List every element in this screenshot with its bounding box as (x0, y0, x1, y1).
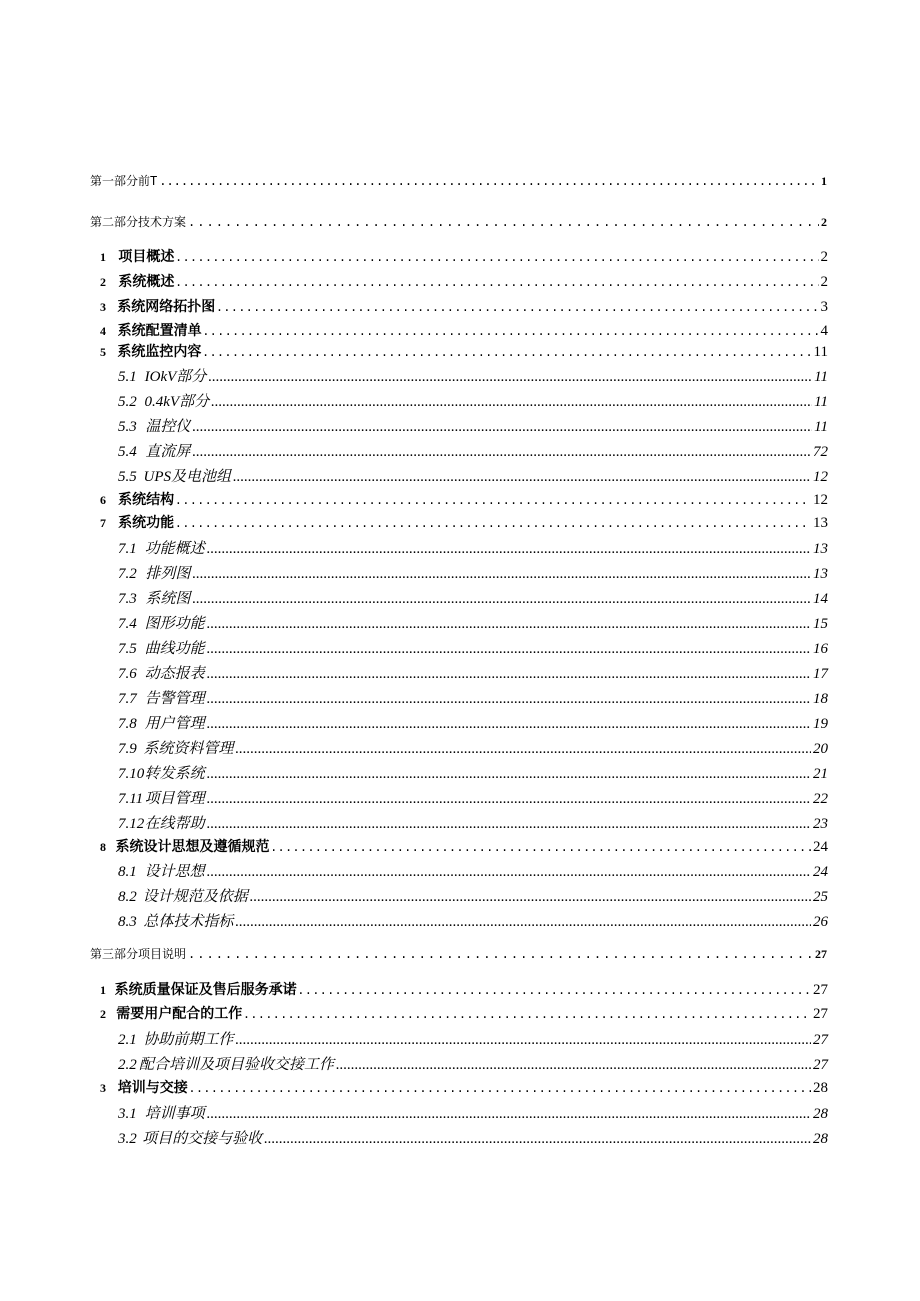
toc-entry-number: 5.2 (118, 394, 137, 410)
toc-leader-dots (207, 816, 811, 833)
toc-entry-page-number: 27 (813, 982, 828, 998)
toc-leader-dots (217, 299, 818, 315)
toc-entry-title: 告警管理 (144, 691, 205, 707)
toc-entry-title: 项目的交接与验收 (142, 1131, 263, 1147)
toc-entry-page-number: 21 (813, 766, 828, 782)
toc-entry[interactable] (118, 910, 828, 931)
toc-entry[interactable] (118, 712, 828, 733)
toc-entry-title: 第二部分技术方案 (90, 215, 187, 229)
toc-entry[interactable] (100, 489, 828, 509)
toc-entry-number: 8.1 (118, 864, 137, 880)
toc-leader-dots (244, 1006, 811, 1022)
toc-entry-title: 在线帮助 (144, 816, 205, 832)
toc-entry[interactable] (90, 172, 827, 189)
toc-entry-page-number: 2 (820, 249, 828, 265)
toc-leader-dots (207, 791, 811, 808)
toc-entry[interactable] (118, 390, 828, 411)
toc-entry-number: 7.4 (118, 616, 137, 632)
toc-entry[interactable] (100, 979, 828, 999)
toc-entry[interactable] (100, 320, 828, 340)
toc-entry[interactable] (100, 836, 828, 856)
toc-entry-page-number: 20 (813, 741, 828, 757)
toc-entry-number: 1 (100, 250, 106, 264)
toc-entry-page-number: 19 (813, 716, 828, 732)
toc-entry-page-number: 2 (821, 215, 827, 229)
toc-entry-title: 系统网络拓扑图 (117, 299, 216, 315)
toc-entry-number: 6 (100, 493, 106, 507)
toc-entry-page-number: 12 (813, 469, 828, 485)
toc-leader-dots (208, 369, 812, 386)
toc-entry-number: 3 (100, 300, 106, 314)
toc-entry-title: 系统质量保证及售后服务承诺 (114, 982, 297, 998)
toc-entry[interactable] (118, 1127, 828, 1148)
toc-entry-title: 排列图 (145, 566, 191, 582)
toc-entry[interactable] (90, 945, 827, 962)
toc-entry-page-number: 26 (813, 914, 828, 930)
toc-leader-dots (207, 641, 811, 658)
toc-entry-page-number: 4 (820, 323, 828, 339)
toc-entry-page-number: 28 (813, 1106, 828, 1122)
toc-entry-title: 设计规范及依据 (142, 889, 248, 905)
toc-entry-title: 直流屏 (145, 444, 191, 460)
toc-entry-number: 7.3 (118, 591, 137, 607)
toc-leader-dots (250, 889, 811, 906)
toc-entry-page-number: 13 (813, 515, 828, 531)
toc-leader-dots (207, 616, 811, 633)
toc-entry-number: 8 (100, 840, 106, 854)
toc-entry[interactable] (100, 341, 828, 361)
toc-entry-number: 7.2 (118, 566, 137, 582)
toc-leader-dots (235, 741, 811, 758)
toc-entry-title: 协助前期工作 (143, 1032, 234, 1048)
toc-entry[interactable] (118, 737, 828, 758)
toc-leader-dots (336, 1057, 811, 1074)
toc-entry-page-number: 28 (813, 1080, 828, 1096)
toc-entry-number: 5.5 (118, 469, 137, 485)
toc-leader-dots (192, 566, 811, 583)
toc-entry-number: 5.3 (118, 419, 137, 435)
toc-entry[interactable] (100, 296, 828, 316)
toc-leader-dots (176, 274, 818, 290)
toc-entry-page-number: 3 (820, 299, 828, 315)
toc-entry-page-number: 25 (813, 889, 828, 905)
toc-entry-page-number: 13 (813, 541, 828, 557)
toc-entry-number: 3.1 (118, 1106, 137, 1122)
toc-entry-number: 2 (100, 1007, 106, 1021)
toc-leader-dots (207, 541, 811, 558)
toc-entry-page-number: 27 (813, 1006, 828, 1022)
toc-leader-dots (176, 515, 811, 531)
toc-entry-title: 系统资料管理 (143, 741, 234, 757)
toc-entry-page-number: 11 (814, 419, 828, 435)
toc-entry[interactable] (100, 1077, 828, 1097)
toc-entry-number: 2 (100, 275, 106, 289)
toc-entry-page-number: 72 (813, 444, 828, 460)
toc-entry-title: 曲线功能 (144, 641, 205, 657)
toc-entry-page-number: 16 (813, 641, 828, 657)
toc-entry-number: 7.1 (118, 541, 137, 557)
toc-entry-title: 系统功能 (118, 515, 175, 531)
toc-leader-dots (192, 444, 811, 461)
toc-entry-title: 第一部分前T (90, 174, 158, 188)
toc-entry-page-number: 11 (814, 394, 828, 410)
toc-entry[interactable] (118, 1102, 828, 1123)
toc-entry-page-number: 14 (813, 591, 828, 607)
toc-entry[interactable] (118, 587, 828, 608)
toc-leader-dots (159, 174, 819, 188)
toc-leader-dots (235, 914, 811, 931)
toc-leader-dots (207, 766, 811, 783)
toc-entry-title: 系统图 (145, 591, 191, 607)
toc-entry-page-number: 15 (813, 616, 828, 632)
toc-entry-number: 3 (100, 1081, 106, 1095)
toc-entry-page-number: 11 (814, 369, 828, 385)
toc-entry-title: 第三部分项目说明 (90, 947, 187, 961)
toc-entry-number: 7.6 (118, 666, 137, 682)
toc-entry-number: 7.7 (118, 691, 137, 707)
toc-entry-title: 培训事项 (144, 1106, 205, 1122)
toc-entry-page-number: 28 (813, 1131, 828, 1147)
toc-entry[interactable] (118, 687, 828, 708)
toc-entry[interactable] (100, 1003, 828, 1023)
toc-entry[interactable] (118, 537, 828, 558)
toc-entry[interactable] (118, 762, 828, 783)
toc-entry-page-number: 24 (813, 839, 828, 855)
toc-leader-dots (264, 1131, 811, 1148)
toc-entry-number: 7 (100, 516, 106, 530)
toc-entry-page-number: 1 (821, 174, 827, 188)
toc-entry-number: 1 (100, 983, 106, 997)
toc-entry-number: 5.4 (118, 444, 137, 460)
toc-entry-number: 8.2 (118, 889, 137, 905)
toc-leader-dots (235, 1032, 811, 1049)
toc-entry-page-number: 22 (813, 791, 828, 807)
toc-entry-number: 4 (100, 324, 106, 338)
toc-entry-title: 项目管理 (144, 791, 205, 807)
toc-entry-number: 7.11 (118, 791, 144, 807)
toc-leader-dots (176, 249, 818, 265)
toc-entry[interactable] (118, 440, 828, 461)
toc-entry-title: 总体技术指标 (143, 914, 234, 930)
toc-entry-number: 2.2 (118, 1057, 137, 1073)
toc-entry-page-number: 27 (813, 1032, 828, 1048)
toc-entry-title: IOkV部分 (144, 369, 207, 385)
toc-entry-title: 设计思想 (144, 864, 205, 880)
toc-entry-page-number: 24 (813, 864, 828, 880)
toc-entry-number: 7.5 (118, 641, 137, 657)
toc-entry-title: 项目概述 (118, 249, 175, 265)
toc-leader-dots (207, 1106, 811, 1123)
toc-entry[interactable] (118, 787, 828, 808)
toc-entry[interactable] (118, 662, 828, 683)
toc-entry-title: 转发系统 (144, 766, 205, 782)
toc-leader-dots (207, 716, 811, 733)
toc-entry-number: 5.1 (118, 369, 137, 385)
toc-entry-page-number: 27 (813, 1057, 828, 1073)
toc-entry[interactable] (118, 1053, 828, 1074)
toc-leader-dots (204, 323, 819, 339)
toc-entry[interactable] (90, 213, 827, 230)
toc-entry-number: 2.1 (118, 1032, 137, 1048)
toc-entry-page-number: 12 (813, 492, 828, 508)
toc-entry-title: 系统概述 (118, 274, 175, 290)
toc-leader-dots (233, 469, 811, 486)
toc-entry[interactable] (118, 365, 828, 386)
toc-entry-title: 培训与交接 (117, 1080, 188, 1096)
toc-leader-dots (271, 839, 811, 855)
toc-entry-page-number: 18 (813, 691, 828, 707)
toc-leader-dots (192, 419, 812, 436)
toc-entry-page-number: 27 (815, 947, 827, 961)
toc-entry-title: 配合培训及项目验收交接工作 (138, 1057, 334, 1073)
toc-entry-number: 7.10 (118, 766, 145, 782)
toc-leader-dots (192, 591, 811, 608)
toc-entry-number: 7.9 (118, 741, 137, 757)
toc-entry[interactable] (118, 562, 828, 583)
toc-entry-title: 系统结构 (118, 492, 175, 508)
toc-entry-title: UPS及电池组 (143, 469, 232, 485)
toc-entry[interactable] (100, 246, 828, 266)
toc-entry-number: 5 (100, 345, 106, 359)
toc-entry[interactable] (100, 512, 828, 532)
toc-leader-dots (188, 947, 813, 961)
toc-leader-dots (188, 215, 819, 229)
toc-entry-page-number: 13 (813, 566, 828, 582)
toc-entry-title: 用户管理 (144, 716, 205, 732)
toc-leader-dots (207, 666, 811, 683)
toc-entry-title: 0.4kV部分 (144, 394, 210, 410)
toc-entry-page-number: 11 (813, 344, 828, 360)
toc-entry-title: 功能概述 (144, 541, 205, 557)
toc-leader-dots (211, 394, 812, 411)
toc-entry[interactable] (100, 271, 828, 291)
toc-entry-title: 需要用户配合的工作 (116, 1006, 243, 1022)
toc-entry-title: 系统设计思想及遵循规范 (115, 839, 270, 855)
toc-entry-number: 3.2 (118, 1131, 137, 1147)
toc-entry-title: 系统监控内容 (117, 344, 202, 360)
toc-entry[interactable] (118, 885, 828, 906)
toc-entry[interactable] (118, 415, 828, 436)
toc-entry-page-number: 23 (813, 816, 828, 832)
toc-entry[interactable] (118, 812, 828, 833)
toc-entry-title: 图形功能 (144, 616, 205, 632)
toc-leader-dots (190, 1080, 811, 1096)
toc-leader-dots (207, 864, 811, 881)
toc-entry-number: 7.8 (118, 716, 137, 732)
toc-leader-dots (207, 691, 811, 708)
toc-entry-page-number: 17 (813, 666, 828, 682)
toc-entry-page-number: 2 (820, 274, 828, 290)
toc-entry[interactable] (118, 637, 828, 658)
toc-entry-title: 温控仪 (145, 419, 191, 435)
toc-leader-dots (203, 344, 811, 360)
toc-entry[interactable] (118, 465, 828, 486)
toc-entry[interactable] (118, 860, 828, 881)
toc-entry-title: 系统配置清单 (117, 323, 202, 339)
toc-entry[interactable] (118, 612, 828, 633)
toc-entry-number: 7.12 (118, 816, 145, 832)
toc-entry[interactable] (118, 1028, 828, 1049)
toc-entry-number: 8.3 (118, 914, 137, 930)
toc-entry-title: 动态报表 (144, 666, 205, 682)
toc-leader-dots (299, 982, 811, 998)
toc-leader-dots (176, 492, 811, 508)
